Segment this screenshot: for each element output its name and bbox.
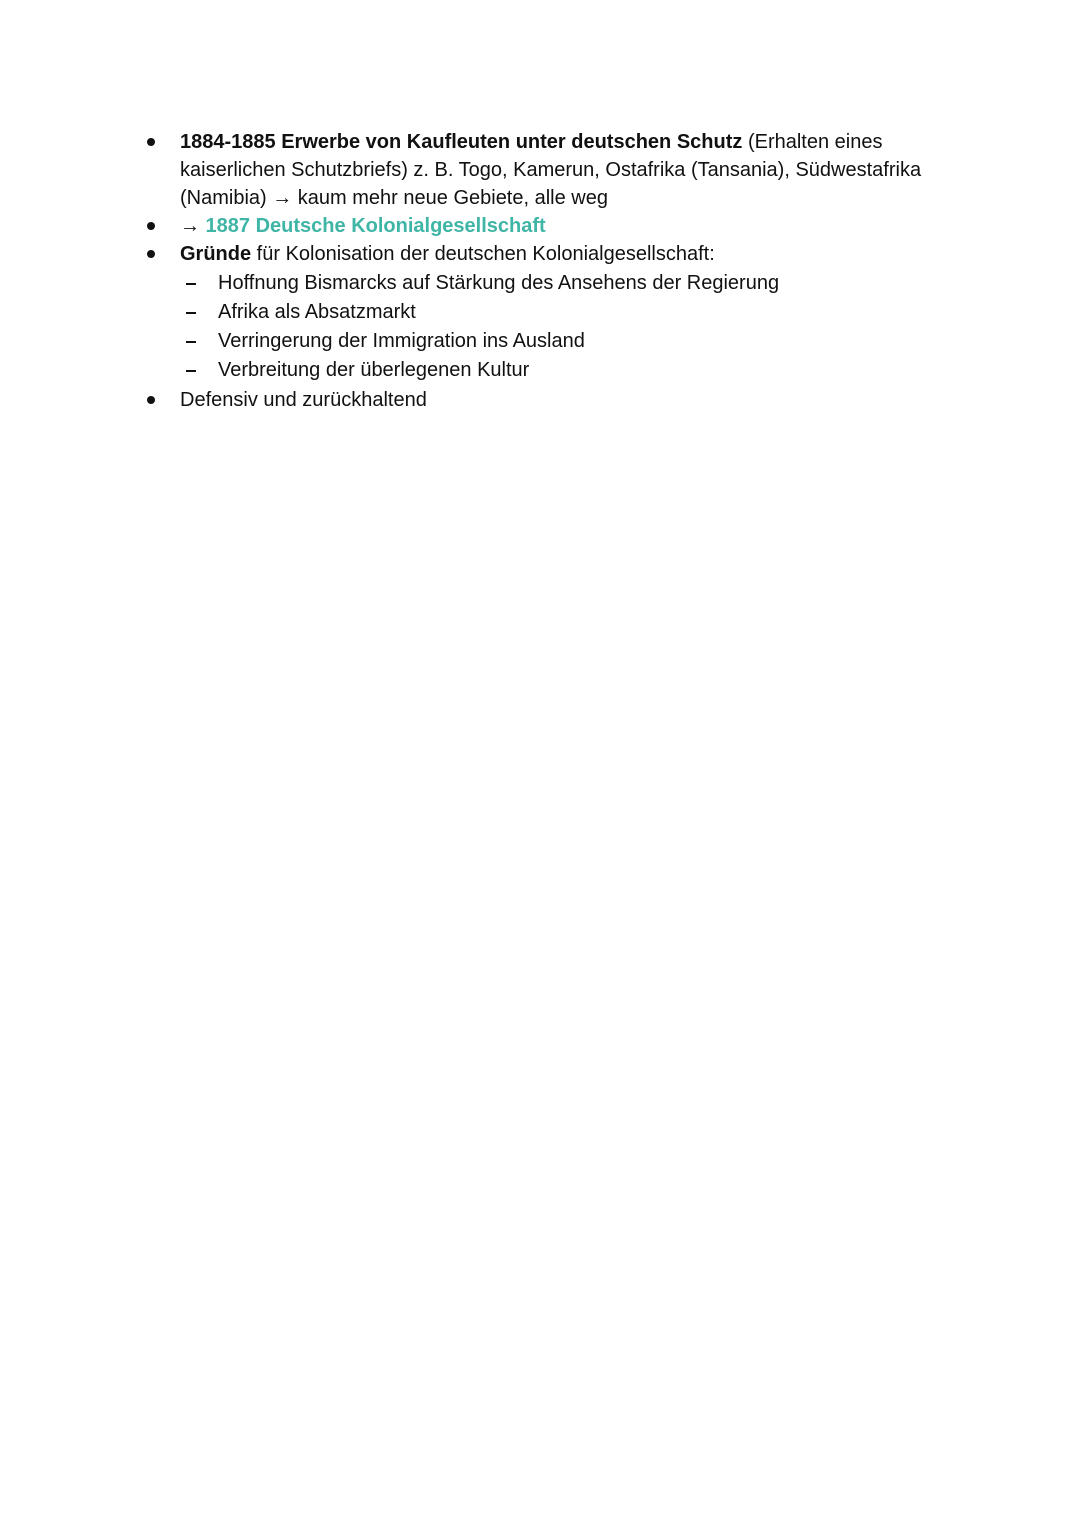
item-text: für Kolonisation der deutschen Kolonialgesellschaft: <box>251 243 715 265</box>
arrow-icon: → <box>180 215 200 237</box>
dash-icon <box>186 370 196 372</box>
arrow-icon: → <box>272 187 293 209</box>
list-item <box>144 386 944 414</box>
sub-list-item <box>180 327 944 356</box>
sub-list-item <box>180 298 944 327</box>
sub-item-text: Hoffnung Bismarcks auf Stärkung des Ansehens der Regierung <box>218 272 780 294</box>
bullet-icon <box>147 250 155 258</box>
sub-item-text: Verbreitung der überlegenen Kultur <box>218 359 530 381</box>
bullet-icon <box>147 222 155 230</box>
dash-icon <box>186 283 196 285</box>
sub-list-item <box>180 269 944 298</box>
item-tail-text: kaum mehr neue Gebiete, alle weg <box>292 187 608 209</box>
sub-list <box>180 269 944 385</box>
item-text: Defensiv und zurückhaltend <box>180 389 427 411</box>
dash-icon <box>186 312 196 314</box>
item-text: (Erhalten eines kaiserlichen Schutzbriefs) z. B. Togo, Kamerun, Ostafrika (Tansania), Südwestafrika (Namibia) <box>180 131 922 209</box>
list-item <box>144 240 944 385</box>
item-bold-text: Gründe <box>180 243 252 265</box>
sub-item-text: Afrika als Absatzmarkt <box>218 301 416 323</box>
item-highlight-text: 1887 Deutsche Kolonialgesellschaft <box>200 215 546 237</box>
list-item <box>144 128 944 212</box>
bullet-icon <box>147 396 155 404</box>
item-bold-text: 1884-1885 Erwerbe von Kaufleuten unter deutschen Schutz <box>180 131 743 153</box>
list-item <box>144 212 944 240</box>
sub-item-text: Verringerung der Immigration ins Ausland <box>218 330 585 352</box>
bullet-icon <box>147 138 155 146</box>
dash-icon <box>186 341 196 343</box>
sub-list-item <box>180 356 944 385</box>
bullet-list <box>144 128 944 414</box>
